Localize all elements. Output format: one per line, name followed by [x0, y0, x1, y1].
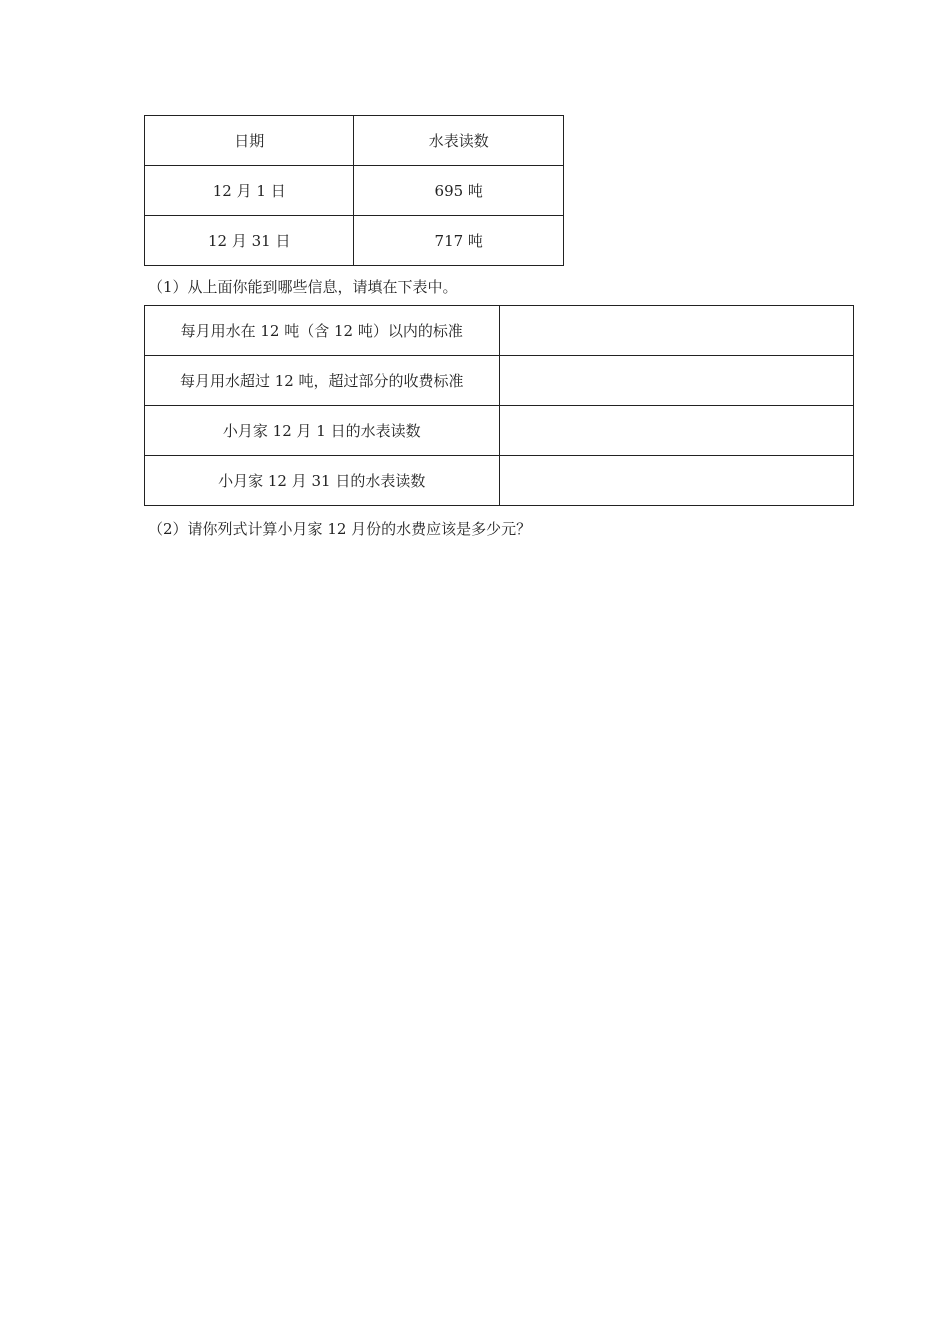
info-label: 小月家 12 月 1 日的水表读数 — [145, 406, 500, 456]
reading-cell: 695 吨 — [354, 166, 564, 216]
date-cell: 12 月 31 日 — [145, 216, 354, 266]
answer-cell[interactable] — [499, 406, 853, 456]
question-1: （1）从上面你能到哪些信息，请填在下表中。 — [148, 278, 458, 296]
table-row — [145, 306, 854, 356]
table-row — [145, 356, 854, 406]
info-label: 每月用水在 12 吨（含 12 吨）以内的标准 — [145, 306, 500, 356]
date-cell: 12 月 1 日 — [145, 166, 354, 216]
answer-cell[interactable] — [499, 456, 853, 506]
table-row — [145, 166, 564, 216]
reading-cell: 717 吨 — [354, 216, 564, 266]
table-header-row — [145, 116, 564, 166]
header-meter-reading: 水表读数 — [354, 116, 564, 166]
table-row — [145, 406, 854, 456]
table-row — [145, 456, 854, 506]
info-label: 每月用水超过 12 吨，超过部分的收费标准 — [145, 356, 500, 406]
water-meter-reading-table — [144, 115, 564, 266]
answer-cell[interactable] — [499, 306, 853, 356]
info-label: 小月家 12 月 31 日的水表读数 — [145, 456, 500, 506]
information-fill-table — [144, 305, 854, 506]
question-2: （2）请你列式计算小月家 12 月份的水费应该是多少元？ — [148, 520, 532, 538]
table-row — [145, 216, 564, 266]
answer-cell[interactable] — [499, 356, 853, 406]
header-date: 日期 — [145, 116, 354, 166]
